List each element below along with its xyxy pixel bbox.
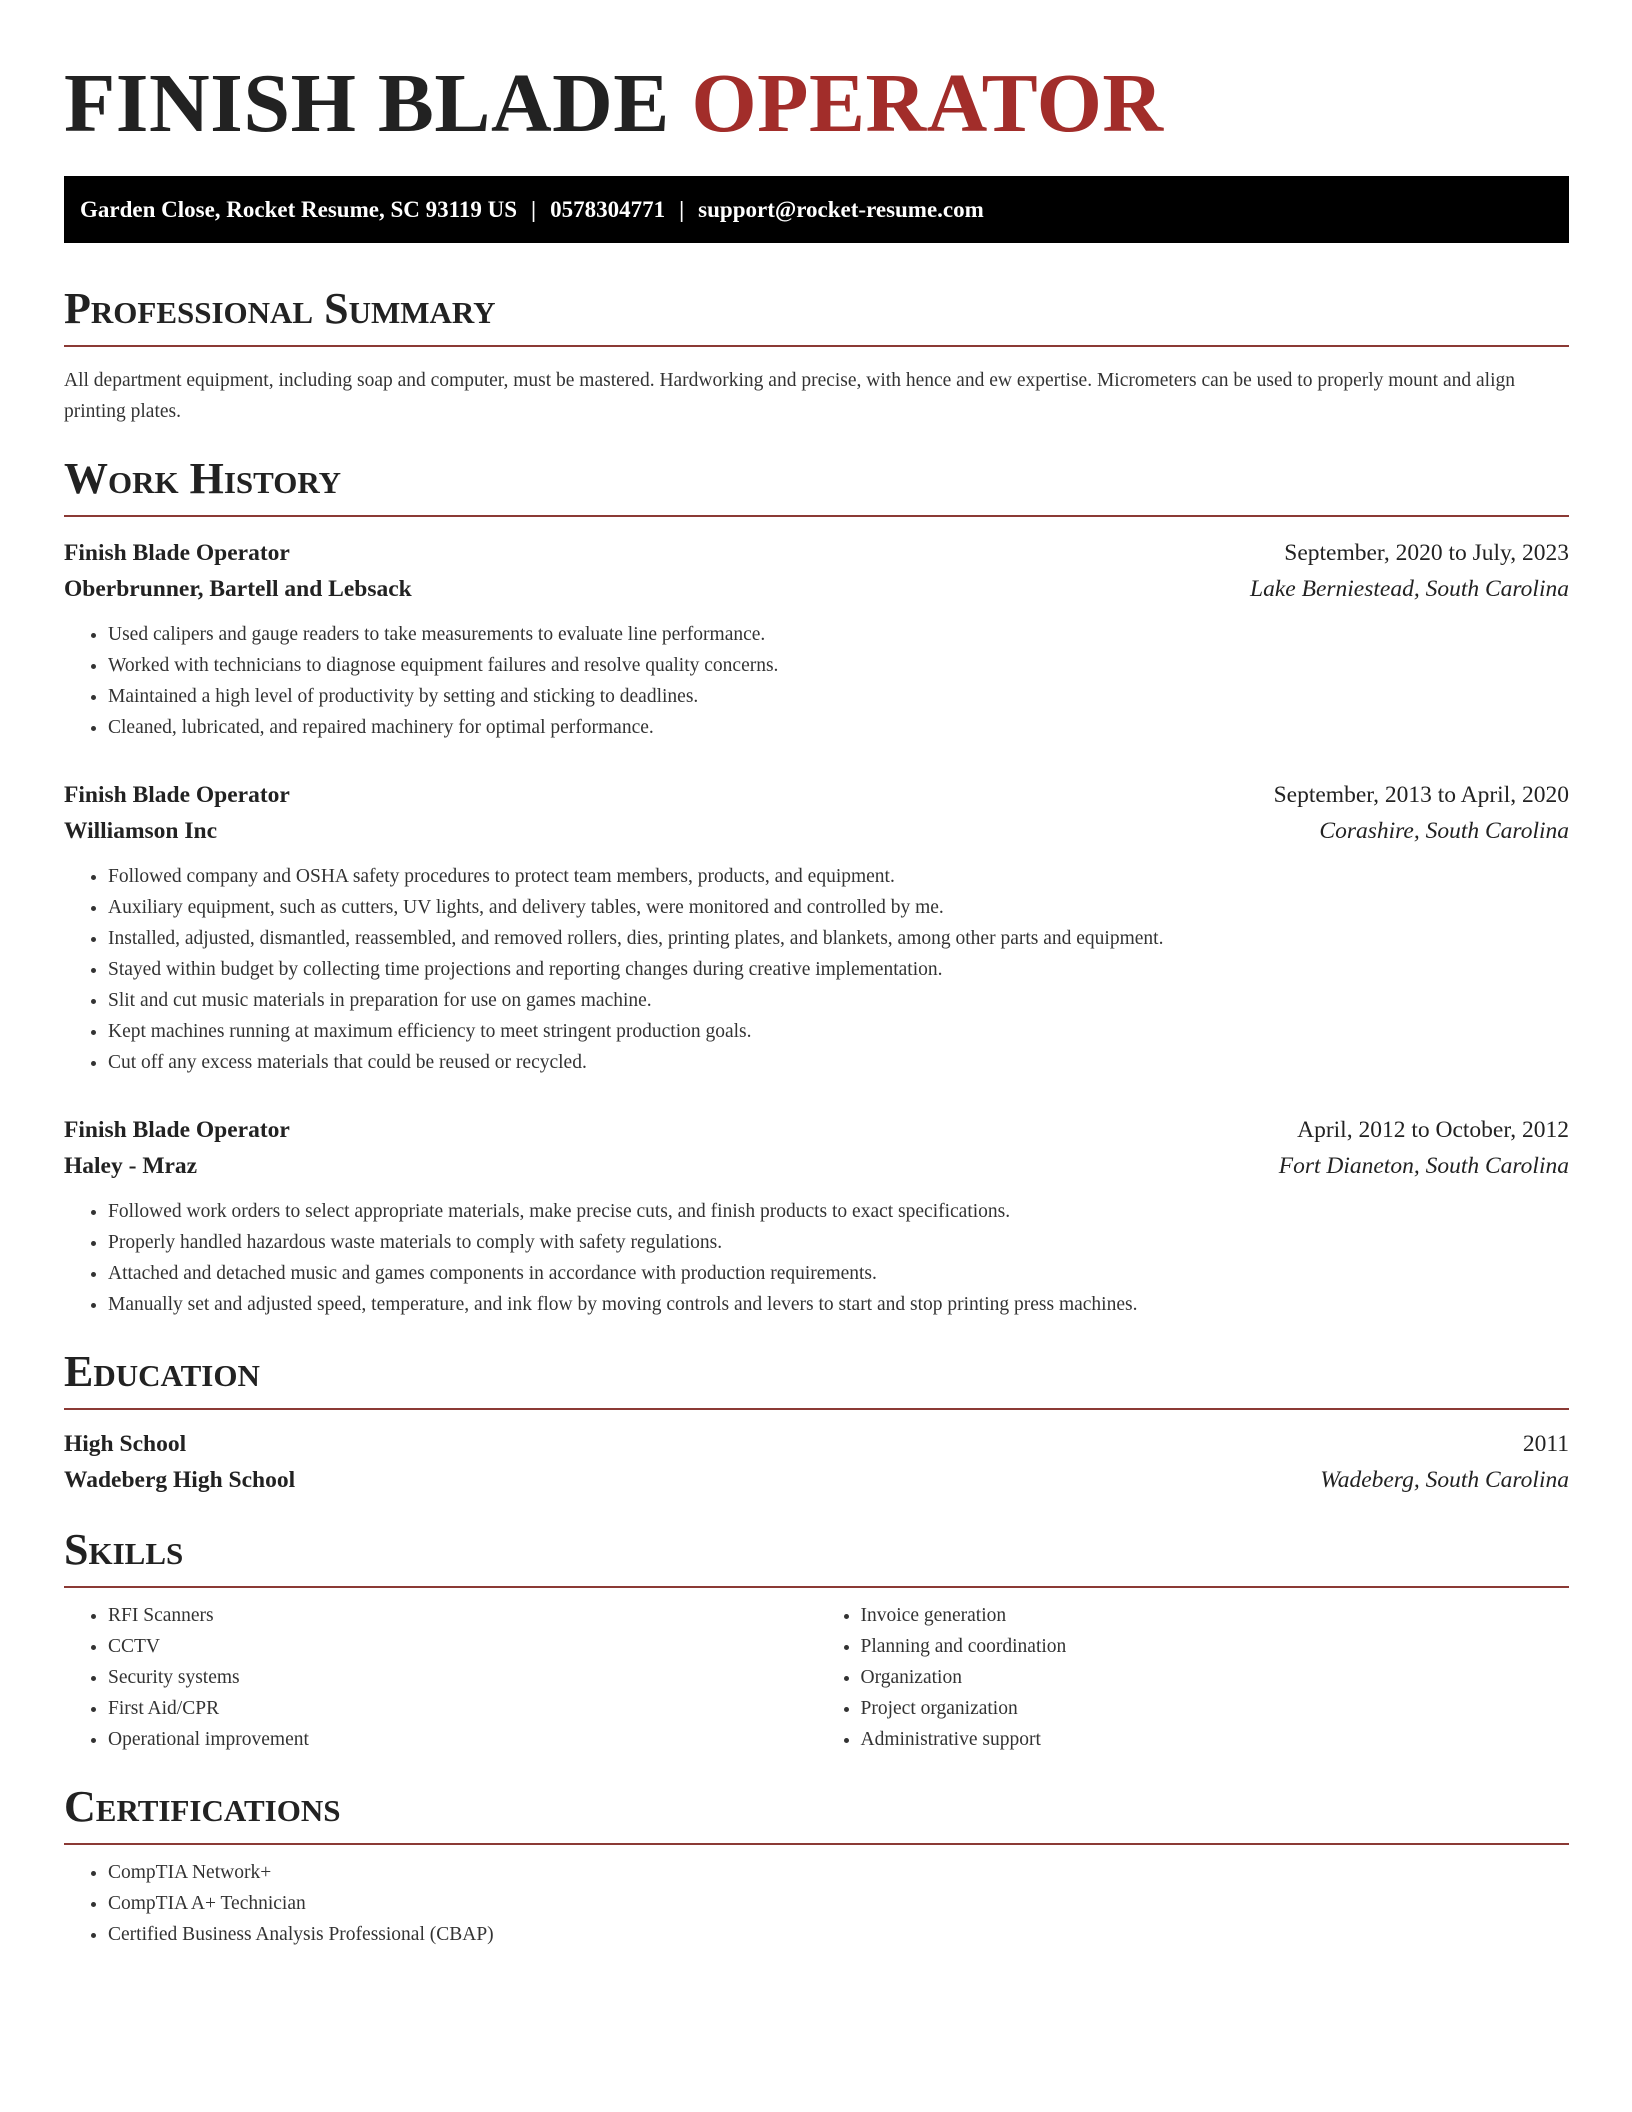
list-item: • Slit and cut music materials in preparation for use on games machine.	[108, 985, 1569, 1016]
list-item: • Attached and detached music and games components in accordance with production requirements.	[108, 1258, 1569, 1289]
certification-item: • Certified Business Analysis Professional (CBAP)	[108, 1919, 1569, 1950]
education-degree: High School	[64, 1431, 187, 1457]
summary-text: All department equipment, including soap and computer, must be mastered. Hardworking and precise, with hence and ew expertise. Micrometers can be used to properly mount and align printing plates.	[64, 370, 1515, 422]
education-heading: Education	[64, 1346, 1569, 1410]
list-item: • Used calipers and gauge readers to take measurements to evaluate line performance.	[108, 619, 1569, 650]
certification-item: • CompTIA A+ Technician	[108, 1888, 1569, 1919]
job-entry	[64, 1112, 1569, 1320]
list-item: • Stayed within budget by collecting time projections and reporting changes during creative implementation.	[108, 954, 1569, 985]
contact-bar	[64, 176, 1569, 243]
list-item: • Maintained a high level of productivity by setting and sticking to deadlines.	[108, 681, 1569, 712]
job-title: Finish Blade Operator	[64, 1117, 290, 1143]
title-name: FINISH BLADE	[64, 57, 670, 150]
skill-item: • Organization	[861, 1662, 1570, 1693]
list-item: • Auxiliary equipment, such as cutters, UV lights, and delivery tables, were monitored and controlled by me.	[108, 892, 1569, 923]
contact-email[interactable]: support@rocket-resume.com	[698, 197, 984, 222]
education-location: Wadeberg, South Carolina	[1320, 1467, 1569, 1493]
summary-heading: Professional Summary	[64, 283, 1569, 347]
skill-item: • RFI Scanners	[108, 1600, 817, 1631]
resume-page	[64, 0, 1569, 1950]
job-bullets	[64, 1196, 1569, 1320]
skill-item: • CCTV	[108, 1631, 817, 1662]
job-location: Lake Berniestead, South Carolina	[1250, 576, 1569, 602]
list-item: • Kept machines running at maximum efficiency to meet stringent production goals.	[108, 1016, 1569, 1047]
list-item: • Worked with technicians to diagnose equipment failures and resolve quality concerns.	[108, 650, 1569, 681]
skill-item: • Project organization	[861, 1693, 1570, 1724]
job-bullets	[64, 619, 1569, 743]
skill-item: • Invoice generation	[861, 1600, 1570, 1631]
skill-item: • Operational improvement	[108, 1724, 817, 1755]
job-location: Fort Dianeton, South Carolina	[1278, 1153, 1569, 1179]
job-company: Williamson Inc	[64, 818, 218, 844]
job-entry	[64, 777, 1569, 1078]
certification-item: • CompTIA Network+	[108, 1857, 1569, 1888]
title-role: OPERATOR	[691, 57, 1164, 150]
job-title: Finish Blade Operator	[64, 540, 290, 566]
contact-separator: |	[531, 197, 537, 222]
list-item: • Manually set and adjusted speed, temperature, and ink flow by moving controls and levers to start and stop printing press machines.	[108, 1289, 1569, 1320]
list-item: • Installed, adjusted, dismantled, reassembled, and removed rollers, dies, printing plates, and blankets, among other parts and equipment.	[108, 923, 1569, 954]
skill-item: • Administrative support	[861, 1724, 1570, 1755]
education-year: 2011	[1522, 1431, 1569, 1457]
job-entry	[64, 535, 1569, 743]
contact-phone: 0578304771	[550, 197, 666, 222]
skills-column-left	[64, 1600, 817, 1755]
job-bullets	[64, 861, 1569, 1078]
contact-separator: |	[679, 197, 685, 222]
skill-item: • Security systems	[108, 1662, 817, 1693]
job-dates: September, 2013 to April, 2020	[1273, 782, 1569, 808]
job-location: Corashire, South Carolina	[1319, 818, 1569, 844]
contact-address: Garden Close, Rocket Resume, SC 93119 US	[80, 197, 517, 222]
list-item: • Followed company and OSHA safety procedures to protect team members, products, and equipment.	[108, 861, 1569, 892]
resume-title	[64, 0, 1569, 150]
certifications-heading: Certifications	[64, 1781, 1569, 1845]
list-item: • Properly handled hazardous waste materials to comply with safety regulations.	[108, 1227, 1569, 1258]
job-company: Haley - Mraz	[64, 1153, 198, 1179]
list-item: • Cut off any excess materials that could be reused or recycled.	[108, 1047, 1569, 1078]
list-item: • Cleaned, lubricated, and repaired machinery for optimal performance.	[108, 712, 1569, 743]
job-dates: September, 2020 to July, 2023	[1284, 540, 1569, 566]
skill-item: • Planning and coordination	[861, 1631, 1570, 1662]
certifications-list	[64, 1857, 1569, 1950]
skill-item: • First Aid/CPR	[108, 1693, 817, 1724]
skills-column-right	[817, 1600, 1570, 1755]
skills-heading: Skills	[64, 1524, 1569, 1588]
list-item: • Followed work orders to select appropriate materials, make precise cuts, and finish products to exact specifications.	[108, 1196, 1569, 1227]
skills-grid	[64, 1600, 1569, 1755]
work-history-heading: Work History	[64, 453, 1569, 517]
job-company: Oberbrunner, Bartell and Lebsack	[64, 576, 412, 602]
education-school: Wadeberg High School	[64, 1467, 296, 1493]
job-title: Finish Blade Operator	[64, 782, 290, 808]
job-dates: April, 2012 to October, 2012	[1297, 1117, 1569, 1143]
education-entry	[64, 1426, 1569, 1498]
